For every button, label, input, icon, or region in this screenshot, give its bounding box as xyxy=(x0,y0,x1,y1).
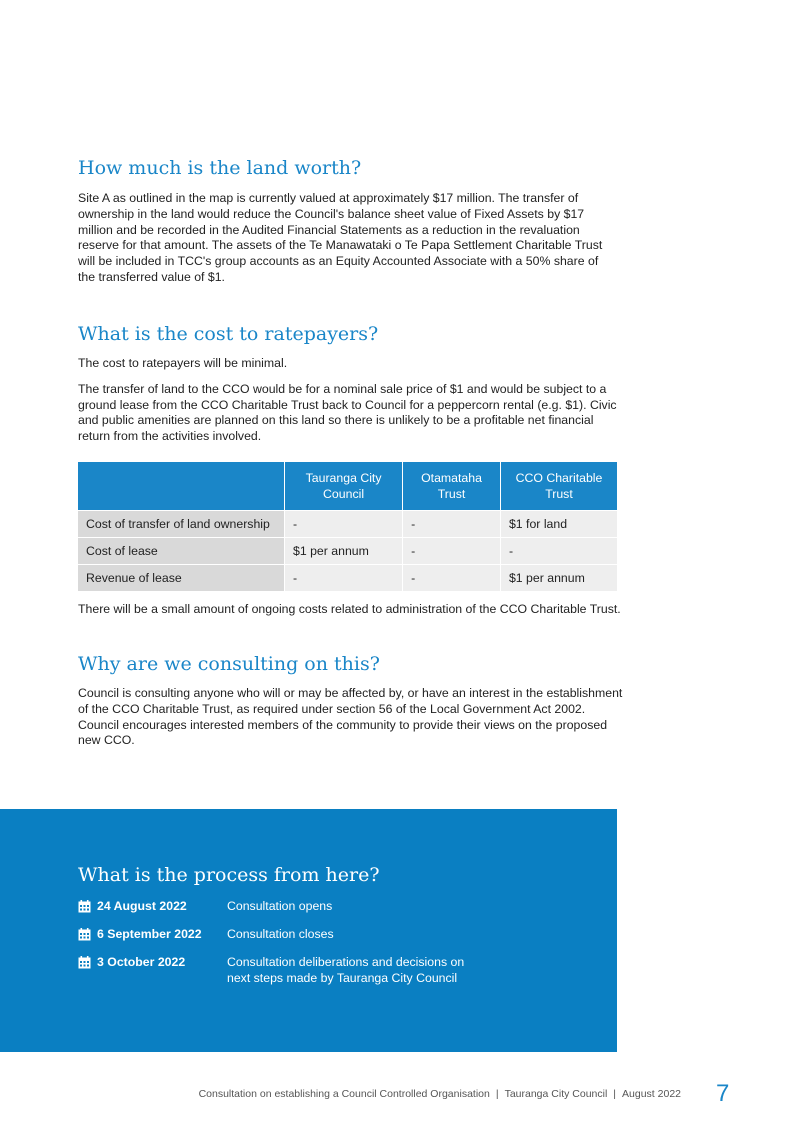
heading-process: What is the process from here? xyxy=(78,864,380,886)
paragraph-land-worth: Site A as outlined in the map is currently valued at approximately $17 million. The transfer of ownership in the land would reduce the Council's balance sheet value of Fixed Assets by $17 million and be recorded in the Audited Financial Statements as a reduction in the revaluation reserve for that amount. The assets of the Te Manawataki o Te Papa Settlement Charitable Trust will be included in TCC's group accounts as an Equity Accounted Associate with a 50% share of the transferred value of $1. xyxy=(78,191,603,284)
heading-consulting: Why are we consulting on this? xyxy=(78,653,380,675)
cost-table xyxy=(78,462,617,591)
table-header-cco: CCO Charitable Trust xyxy=(500,462,617,510)
process-panel xyxy=(0,809,617,1052)
heading-cost: What is the cost to ratepayers? xyxy=(78,323,379,345)
table-cell: - xyxy=(284,564,402,591)
paragraph-cost-minimal: The cost to ratepayers will be minimal. xyxy=(78,356,288,370)
page-footer xyxy=(199,1088,681,1100)
table-header-row xyxy=(78,462,617,510)
table-cell: $1 per annum xyxy=(500,564,617,591)
table-row xyxy=(78,564,617,591)
process-step-description: Consultation closes xyxy=(227,927,334,941)
table-cell: - xyxy=(402,564,500,591)
table-header-blank xyxy=(78,462,284,510)
table-cell: - xyxy=(284,510,402,537)
page-number: 7 xyxy=(716,1080,730,1107)
process-step-description: Consultation opens xyxy=(227,899,333,913)
paragraph-admin-costs: There will be a small amount of ongoing costs related to administration of the CCO Charitable Trust. xyxy=(78,602,621,616)
table-header-tcc: Tauranga City Council xyxy=(284,462,402,510)
table-cell: $1 per annum xyxy=(284,537,402,564)
footer-date: August 2022 xyxy=(622,1088,681,1100)
footer-separator: | xyxy=(495,1088,499,1100)
calendar-icon xyxy=(78,928,91,941)
section-cost xyxy=(78,322,618,445)
table-header-otamataha: Otamataha Trust xyxy=(402,462,500,510)
paragraph-consulting: Council is consulting anyone who will or may be affected by, or have an interest in the establishment of the CCO Charitable Trust, as required under section 56 of the Local Government Act 2002. Council encourages interested members of the community to provide their views on the proposed new CCO. xyxy=(78,686,623,748)
section-land-worth xyxy=(78,156,618,286)
table-cell: - xyxy=(402,537,500,564)
process-step-date: 6 September 2022 xyxy=(97,927,202,941)
table-cell: - xyxy=(500,537,617,564)
paragraph-cost-transfer: The transfer of land to the CCO would be for a nominal sale price of $1 and would be subject to a ground lease from the CCO Charitable Trust back to Council for a peppercorn rental (e.g. $1). Civic and public amenities are planned on this land so there is unlikely to be a profitable net financial return from the activities involved. xyxy=(78,381,617,444)
table-row-label: Revenue of lease xyxy=(78,564,284,591)
table-row-label: Cost of transfer of land ownership xyxy=(78,510,284,537)
process-step-date: 3 October 2022 xyxy=(97,955,186,969)
heading-land-worth: How much is the land worth? xyxy=(78,157,362,179)
table-row xyxy=(78,510,617,537)
process-step-date: 24 August 2022 xyxy=(97,899,187,913)
table-cell: - xyxy=(402,510,500,537)
table-row-label: Cost of lease xyxy=(78,537,284,564)
calendar-icon xyxy=(78,900,91,913)
footer-doc-title: Consultation on establishing a Council Controlled Organisation xyxy=(198,1088,490,1100)
footer-org: Tauranga City Council xyxy=(504,1088,608,1100)
table-row xyxy=(78,537,617,564)
process-step-description: Consultation deliberations and decisions on next steps made by Tauranga City Council xyxy=(227,955,465,985)
section-consulting xyxy=(78,652,623,749)
calendar-icon xyxy=(78,956,91,969)
footer-separator: | xyxy=(613,1088,617,1100)
table-cell: $1 for land xyxy=(500,510,617,537)
